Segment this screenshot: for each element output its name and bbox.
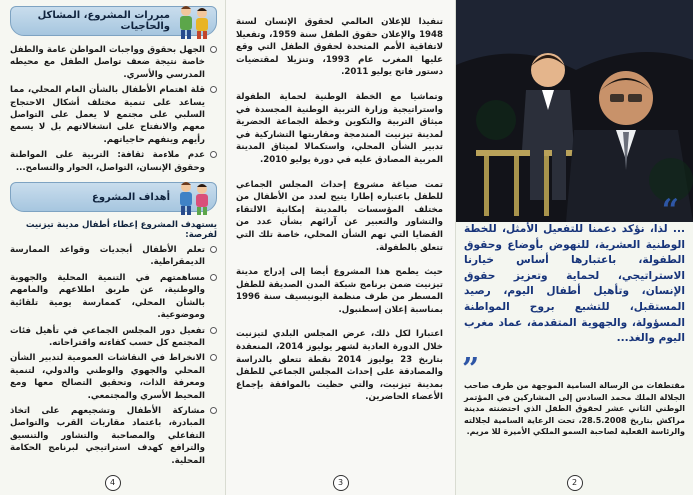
right-panel <box>456 0 693 495</box>
objectives-header <box>10 182 217 212</box>
objective-text: مساهمتهم في التنمية المحلية والجهوية والوطنية، عن طريق اطلاعهم والمامهم بالشأن المحلي، كممارسة يومية تلقائية وموضوعية. <box>10 272 205 321</box>
objectives-list <box>10 244 217 467</box>
unicef-paragraph: حيث يطمح هذا المشروع أيضا إلى إدراج مدينة تيزنيت ضمن برنامج شبكة المدن الصديقة للطفل المسطر من طرف منظمة اليونيسيف سنة 1996 بمناسبة إعلان إسطنبول. <box>236 267 443 315</box>
quote-source-caption: مقتطفات من الرسالة السامية الموجهة من طرف صاحب الجلالة الملك محمد السادس إلى المشاركين في المؤتمر الوطني الثاني عشر لحقوق الطفل الذي احتضنته مدينة مراكش بتاريخ 28.5.2008، تحت الرعاية السامية لجلالته والرئاسة الفعلية لصاحبة السمو الملكي الأميرة للا مريم. <box>464 381 685 436</box>
list-item <box>10 44 217 81</box>
challenges-heading: مبررات المشروع، المشاكل والحاجيات <box>37 10 170 32</box>
challenge-text: عدم ملاءمة ثقافة: التربية على المواطنة وحقوق الإنسان، التواصل، الحوار والتسامح... <box>10 150 205 173</box>
bullet-circle-icon <box>210 407 217 414</box>
children-icon <box>174 3 214 41</box>
left-panel <box>0 0 226 495</box>
bullet-circle-icon <box>210 86 217 93</box>
page-number: 3 <box>333 475 349 491</box>
objective-text: مشاركة الأطفال وتشجيعهم على اتخاذ المبادرة، باعتماد مقاربات القرب والتواصل التفاعلي والمصاحبة والتشاور والتنسيق والترافع كهدف استراتيجي لبرنامج الحكامة المحلية. <box>10 405 205 466</box>
middle-panel <box>226 0 456 495</box>
quote-close-icon: ” <box>462 352 480 387</box>
children-icon <box>174 179 214 217</box>
bullet-circle-icon <box>210 46 217 53</box>
objectives-intro: يستهدف المشروع إعطاء أطفال مدينة تيزنيت لفرصة: <box>25 220 217 241</box>
list-item <box>10 149 217 174</box>
objective-text: تفعيل دور المجلس الجماعي في تأهيل فئات المجتمع كل حسب كفاءته واقتراحاته. <box>10 325 205 348</box>
objective-text: تعلم الأطفال أبجديات وقواعد الممارسة الديمقراطية. <box>10 245 205 268</box>
objective-text: الانخراط في النقاشات العمومية لتدبير الشأن المحلي والجهوي والوطني والدولي، لتنمية ومعرفة الذات، وتحقيق التصالح معها ومع المحيط الأسري والمجتمعي. <box>10 353 205 401</box>
bullet-circle-icon <box>210 274 217 281</box>
photo-illustration <box>456 0 693 222</box>
list-item <box>10 405 217 467</box>
list-item <box>10 325 217 350</box>
objectives-heading: أهداف المشروع <box>92 191 170 203</box>
bullet-circle-icon <box>210 327 217 334</box>
royal-quote: ... لذا، نؤكد دعمنا للتفعيل الأمثل، للخطة الوطنية العشرية، للنهوض بأوضاع وحقوق الطفولة، باعتبارها أساس خيارنا الاستراتيجي، لحماية وتعزيز حقوق الإنسان، وتأهيل أطفال اليوم، رصيد المستقبل، للتشبع بروح المواطنة المسؤولة، والجهوية المتقدمة، عماد مغرب اليوم والغد... <box>464 223 685 345</box>
challenges-header <box>10 6 217 36</box>
list-item <box>10 272 217 322</box>
list-item <box>10 244 217 269</box>
royal-photo <box>456 0 693 222</box>
bullet-circle-icon <box>210 354 217 361</box>
challenges-list <box>10 44 217 174</box>
council-paragraph: تمت صياغة مشروع إحداث المجلس الجماعي للطفل باعتباره إطارا يتيح لعدد من الأطفال من مختلف المؤسسات بالمدينة إمكانية الالتقاء والتشاور والتعبير عن آرائهم بشأن عدد من القضايا التي تهم الشأن المحلي، خاصة تلك التي تتعلق بالطفولة. <box>236 179 443 253</box>
approval-paragraph: اعتبارا لكل ذلك، عرض المجلس البلدي لتيزنيت خلال الدورة العادية لشهر يوليوز 2014، المنعقدة بتاريخ 23 يوليوز 2014 نقطة تتعلق بالدراسة والمصادقة على إحداث المجلس الجماعي للطفل بمدينة تيزنيت، والتي حظيت بالموافقة بإجماع الأعضاء الحاضرين. <box>236 329 443 403</box>
bullet-circle-icon <box>210 151 217 158</box>
list-item <box>10 84 217 146</box>
list-item <box>10 352 217 402</box>
page-number: 2 <box>567 475 583 491</box>
challenge-text: قلة اهتمام الأطفال بالشأن العام المحلي، مما يساعد على تنمية مختلف أشكال الاحتجاج السلبي على مجتمع لا يعمل على التواصل معهم والانفتاح على انشغالاتهم بل لا يسمع رأيهم ويتفهم حاجياتهم. <box>10 85 205 145</box>
page-number: 4 <box>105 475 121 491</box>
bullet-circle-icon <box>210 246 217 253</box>
challenge-text: الجهل بحقوق وواجبات المواطن عامة والطفل خاصة نتيجة ضعف تواصل الطفل مع محيطه المدرسي والأسري. <box>10 45 205 80</box>
strategy-paragraph: وتماشيا مع الخطة الوطنية لحماية الطفولة واستراتيجية وزارة التربية الوطنية المجسدة في ميثاق التربية والتكوين وخطة الجماعة الحضرية لمدينة تيزنيت المندمجة ومقاربتها التشاركية في تدبير الشأن المحلي، واستكمالا لميثاق المدينة المربية المصادق عليه في دورة يوليو 2010. <box>236 91 443 165</box>
intro-paragraph: تنفيذا للإعلان العالمي لحقوق الإنسان لسنة 1948 والإعلان حقوق الطفل سنة 1959، وتفعيلا لاتفاقية الأمم المتحدة لحقوق الطفل التي وقع عليها المغرب عام 1993، وتنزيلا لمقتضيات دستور فاتح يوليو 2011. <box>236 17 443 78</box>
quote-open-icon: “ <box>661 193 679 228</box>
